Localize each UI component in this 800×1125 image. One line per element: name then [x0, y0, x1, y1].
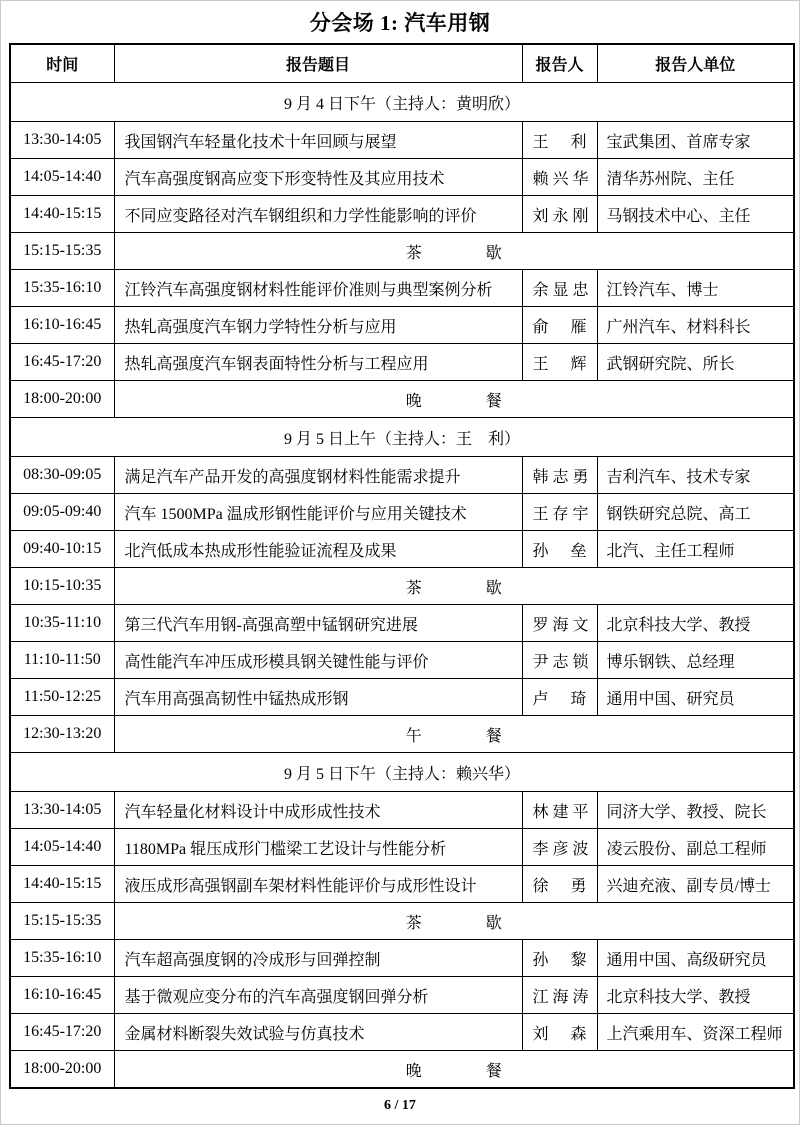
break-row [10, 1051, 794, 1089]
session-header-row [10, 83, 794, 122]
time-cell: 14:40-15:15 [10, 196, 114, 233]
time-cell: 16:45-17:20 [10, 1014, 114, 1051]
talk-row [10, 940, 794, 977]
talk-title-cell: 不同应变路径对汽车钢组织和力学性能影响的评价 [114, 196, 522, 233]
page-number: 6 / 17 [384, 1098, 416, 1113]
org-cell: 宝武集团、首席专家 [597, 122, 794, 159]
talk-title-cell: 汽车 1500MPa 温成形钢性能评价与应用关键技术 [114, 494, 522, 531]
speaker-cell: 刘 永 刚 [522, 196, 597, 233]
table-header-row [10, 44, 794, 83]
time-cell: 15:35-16:10 [10, 270, 114, 307]
org-cell: 清华苏州院、主任 [597, 159, 794, 196]
talk-title-cell: 汽车用高强高韧性中锰热成形钢 [114, 679, 522, 716]
talk-row [10, 679, 794, 716]
org-cell: 上汽乘用车、资深工程师 [597, 1014, 794, 1051]
speaker-cell: 赖 兴 华 [522, 159, 597, 196]
time-cell: 10:15-10:35 [10, 568, 114, 605]
speaker-cell: 林 建 平 [522, 792, 597, 829]
time-cell: 11:10-11:50 [10, 642, 114, 679]
org-cell: 马钢技术中心、主任 [597, 196, 794, 233]
talk-title-cell: 汽车轻量化材料设计中成形成性技术 [114, 792, 522, 829]
talk-title-cell: 1180MPa 辊压成形门槛梁工艺设计与性能分析 [114, 829, 522, 866]
time-cell: 15:15-15:35 [10, 903, 114, 940]
break-label: 午 餐 [114, 716, 794, 753]
org-cell: 博乐钢铁、总经理 [597, 642, 794, 679]
break-label: 茶 歇 [114, 903, 794, 940]
org-cell: 吉利汽车、技术专家 [597, 457, 794, 494]
break-row [10, 233, 794, 270]
col-header-speaker: 报告人 [522, 44, 597, 83]
schedule-table-body [10, 83, 794, 1089]
org-cell: 通用中国、高级研究员 [597, 940, 794, 977]
break-label: 晚 餐 [114, 381, 794, 418]
time-cell: 13:30-14:05 [10, 122, 114, 159]
org-cell: 同济大学、教授、院长 [597, 792, 794, 829]
talk-row [10, 494, 794, 531]
break-row [10, 716, 794, 753]
break-row [10, 568, 794, 605]
talk-row [10, 977, 794, 1014]
org-cell: 广州汽车、材料科长 [597, 307, 794, 344]
talk-title-cell: 高性能汽车冲压成形模具钢关键性能与评价 [114, 642, 522, 679]
break-row [10, 903, 794, 940]
speaker-cell: 余 显 忠 [522, 270, 597, 307]
org-cell: 北汽、主任工程师 [597, 531, 794, 568]
page-title: 分会场 1: 汽车用钢 [309, 11, 491, 35]
time-cell: 12:30-13:20 [10, 716, 114, 753]
session-header-row [10, 418, 794, 457]
time-cell: 11:50-12:25 [10, 679, 114, 716]
time-cell: 14:40-15:15 [10, 866, 114, 903]
org-cell: 钢铁研究总院、高工 [597, 494, 794, 531]
speaker-cell: 孙 黎 [522, 940, 597, 977]
speaker-cell: 王 利 [522, 122, 597, 159]
talk-row [10, 642, 794, 679]
time-cell: 16:10-16:45 [10, 307, 114, 344]
org-cell: 北京科技大学、教授 [597, 605, 794, 642]
session-header-row [10, 753, 794, 792]
time-cell: 09:05-09:40 [10, 494, 114, 531]
break-label: 茶 歇 [114, 568, 794, 605]
talk-row [10, 122, 794, 159]
speaker-cell: 韩 志 勇 [522, 457, 597, 494]
speaker-cell: 孙 垒 [522, 531, 597, 568]
time-cell: 09:40-10:15 [10, 531, 114, 568]
time-cell: 16:10-16:45 [10, 977, 114, 1014]
talk-row [10, 457, 794, 494]
speaker-cell: 王 存 宇 [522, 494, 597, 531]
org-cell: 兴迪充液、副专员/博士 [597, 866, 794, 903]
org-cell: 北京科技大学、教授 [597, 977, 794, 1014]
org-cell: 凌云股份、副总工程师 [597, 829, 794, 866]
talk-row [10, 605, 794, 642]
time-cell: 13:30-14:05 [10, 792, 114, 829]
talk-title-cell: 热轧高强度汽车钢力学特性分析与应用 [114, 307, 522, 344]
talk-title-cell: 满足汽车产品开发的高强度钢材料性能需求提升 [114, 457, 522, 494]
talk-title-cell: 第三代汽车用钢-高强高塑中锰钢研究进展 [114, 605, 522, 642]
speaker-cell: 王 辉 [522, 344, 597, 381]
talk-row [10, 196, 794, 233]
talk-row [10, 829, 794, 866]
col-header-title: 报告题目 [114, 44, 522, 83]
speaker-cell: 徐 勇 [522, 866, 597, 903]
speaker-cell: 卢 琦 [522, 679, 597, 716]
time-cell: 14:05-14:40 [10, 159, 114, 196]
time-cell: 18:00-20:00 [10, 1051, 114, 1089]
session-header: 9 月 4 日下午（主持人：黄明欣） [10, 83, 794, 122]
talk-title-cell: 金属材料断裂失效试验与仿真技术 [114, 1014, 522, 1051]
speaker-cell: 罗 海 文 [522, 605, 597, 642]
talk-row [10, 1014, 794, 1051]
talk-row [10, 531, 794, 568]
talk-title-cell: 热轧高强度汽车钢表面特性分析与工程应用 [114, 344, 522, 381]
speaker-cell: 尹 志 锁 [522, 642, 597, 679]
talk-row [10, 344, 794, 381]
speaker-cell: 李 彦 波 [522, 829, 597, 866]
org-cell: 江铃汽车、博士 [597, 270, 794, 307]
speaker-cell: 江 海 涛 [522, 977, 597, 1014]
time-cell: 15:35-16:10 [10, 940, 114, 977]
time-cell: 10:35-11:10 [10, 605, 114, 642]
break-label: 晚 餐 [114, 1051, 794, 1089]
talk-title-cell: 液压成形高强钢副车架材料性能评价与成形性设计 [114, 866, 522, 903]
time-cell: 18:00-20:00 [10, 381, 114, 418]
talk-title-cell: 我国钢汽车轻量化技术十年回顾与展望 [114, 122, 522, 159]
speaker-cell: 俞 雁 [522, 307, 597, 344]
break-label: 茶 歇 [114, 233, 794, 270]
talk-row [10, 866, 794, 903]
talk-row [10, 270, 794, 307]
session-header: 9 月 5 日下午（主持人：赖兴华） [10, 753, 794, 792]
col-header-time: 时间 [10, 44, 114, 83]
talk-title-cell: 基于微观应变分布的汽车高强度钢回弹分析 [114, 977, 522, 1014]
speaker-cell: 刘 森 [522, 1014, 597, 1051]
talk-row [10, 792, 794, 829]
talk-title-cell: 北汽低成本热成形性能验证流程及成果 [114, 531, 522, 568]
org-cell: 武钢研究院、所长 [597, 344, 794, 381]
time-cell: 15:15-15:35 [10, 233, 114, 270]
talk-title-cell: 汽车高强度钢高应变下形变特性及其应用技术 [114, 159, 522, 196]
time-cell: 16:45-17:20 [10, 344, 114, 381]
talk-row [10, 307, 794, 344]
talk-title-cell: 汽车超高强度钢的冷成形与回弹控制 [114, 940, 522, 977]
session-header: 9 月 5 日上午（主持人：王 利） [10, 418, 794, 457]
schedule-table [9, 43, 795, 1089]
break-row [10, 381, 794, 418]
time-cell: 14:05-14:40 [10, 829, 114, 866]
time-cell: 08:30-09:05 [10, 457, 114, 494]
col-header-org: 报告人单位 [597, 44, 794, 83]
org-cell: 通用中国、研究员 [597, 679, 794, 716]
talk-title-cell: 江铃汽车高强度钢材料性能评价准则与典型案例分析 [114, 270, 522, 307]
talk-row [10, 159, 794, 196]
